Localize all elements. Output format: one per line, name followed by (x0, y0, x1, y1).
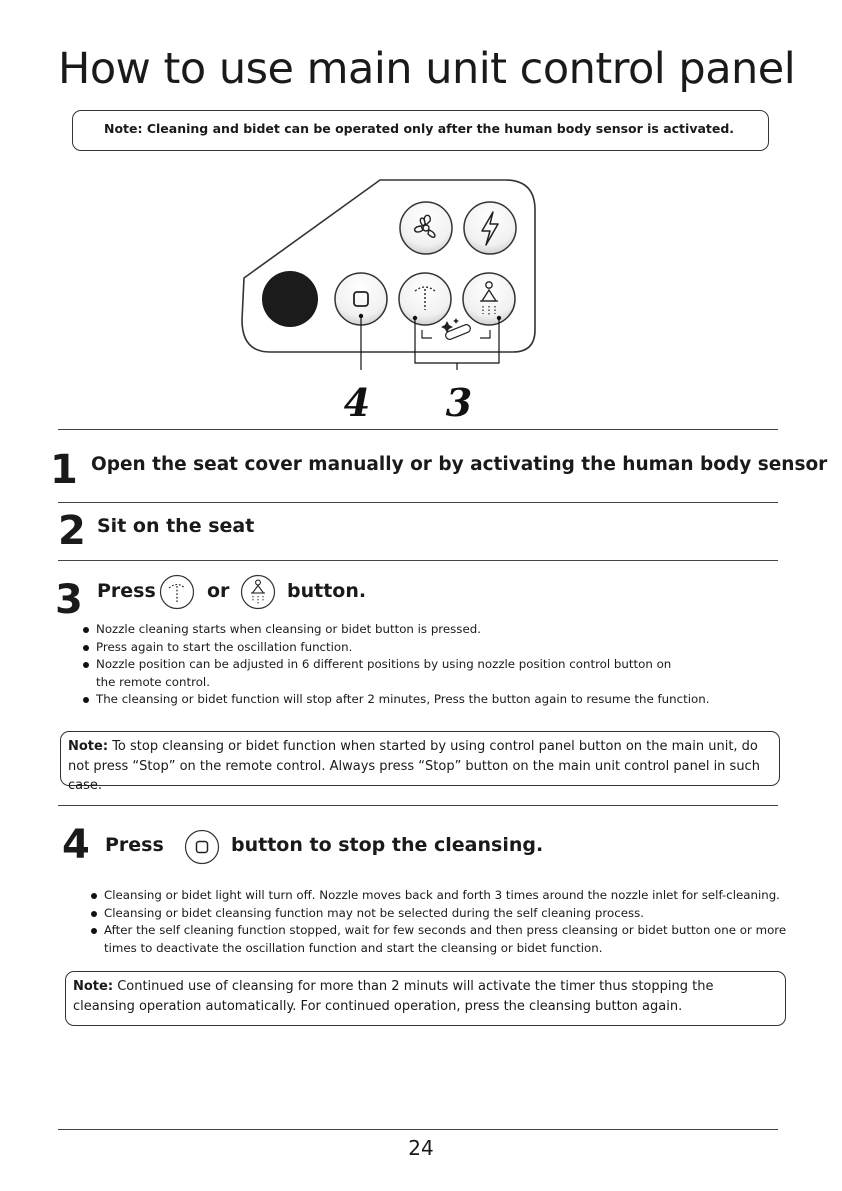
list-item: Cleansing or bidet cleansing function may not be selected during the self cleaning process. (90, 905, 790, 923)
top-note: Note: Cleaning and bidet can be operated only after the human body sensor is activated. (72, 110, 769, 151)
step-1-title: Open the seat cover manually or by activating the human body sensor (91, 454, 828, 475)
step-3-suffix: button. (287, 580, 367, 602)
page-number: 24 (408, 1136, 434, 1160)
step-2-title: Sit on the seat (97, 515, 255, 537)
list-item: Press again to start the oscillation function. (82, 639, 722, 657)
note-text: To stop cleansing or bidet function when started by using control panel button on the main unit, do not press “Stop” on the remote control. Always press “Stop” button on the main unit control panel in such case. (68, 739, 760, 793)
power-icon (464, 202, 516, 254)
divider (58, 502, 778, 503)
list-item: After the self cleaning function stopped, wait for few seconds and then press cleansing or bidet button one or more times to deactivate the oscillation function and start the cleansing or bidet function. (90, 922, 790, 957)
callout-3: 3 (445, 380, 473, 425)
cleansing-icon (399, 273, 451, 325)
step-3-or: or (207, 580, 230, 602)
step-4-suffix: button to stop the cleansing. (231, 834, 544, 856)
divider (58, 429, 778, 430)
fan-icon (400, 202, 452, 254)
step-3-number: 3 (55, 577, 83, 623)
list-item: Nozzle cleaning starts when cleansing or bidet button is pressed. (82, 621, 722, 639)
callout-4: 4 (343, 380, 371, 425)
step-4-note (65, 971, 786, 1026)
step-3-bullets (82, 621, 722, 709)
body-sensor (262, 271, 318, 327)
step-4-bullets (90, 887, 790, 957)
step-4-number: 4 (62, 822, 90, 868)
stop-button-icon (184, 829, 220, 869)
note-label: Note: (73, 979, 114, 994)
page-title: How to use main unit control panel (58, 44, 796, 94)
step-1-number: 1 (50, 447, 78, 493)
note-label: Note: (68, 739, 109, 754)
bidet-icon (463, 273, 515, 325)
step-3-note (60, 731, 780, 793)
step-2-number: 2 (58, 508, 86, 554)
divider (58, 560, 778, 561)
control-panel-diagram (230, 170, 550, 430)
step-4-press: Press (105, 834, 164, 856)
bidet-button-icon (240, 574, 276, 614)
divider (58, 805, 778, 806)
cleansing-button-icon (159, 574, 195, 614)
step-3-press: Press (97, 580, 156, 602)
note-text: Continued use of cleansing for more than 2 minuts will activate the timer thus stopping the cleansing operation automatically. For continued operation, press the cleansing button again. (73, 979, 714, 1014)
list-item: Nozzle position can be adjusted in 6 different positions by using nozzle position control button on the remote control. (82, 656, 722, 691)
footer-divider (58, 1129, 778, 1130)
list-item: The cleansing or bidet function will stop after 2 minutes, Press the button again to resume the function. (82, 691, 722, 709)
list-item: Cleansing or bidet light will turn off. Nozzle moves back and forth 3 times around the nozzle inlet for self-cleaning. (90, 887, 790, 905)
